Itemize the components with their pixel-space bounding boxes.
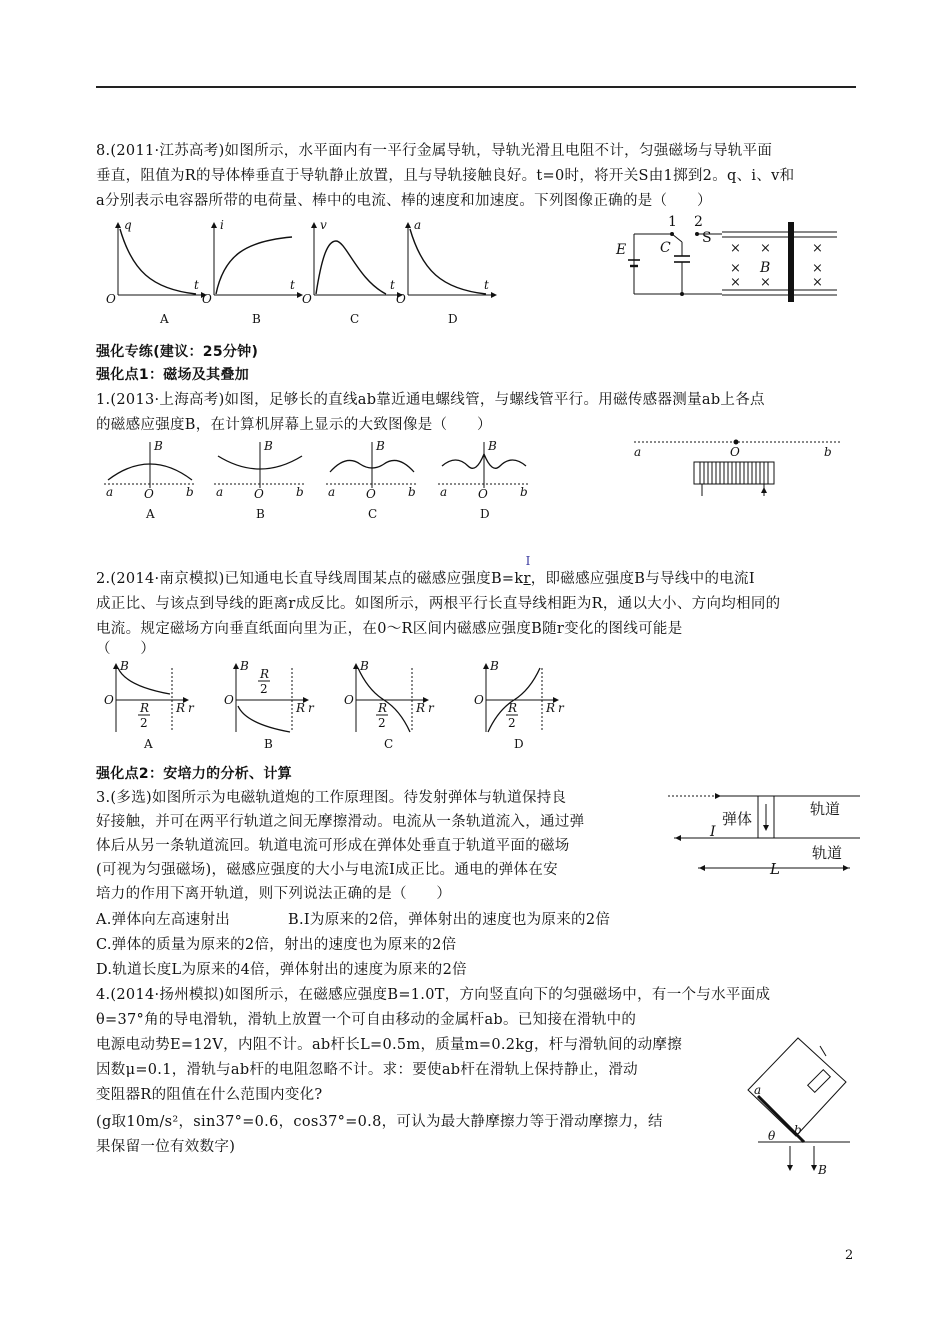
q4-line4: 因数μ=0.1，滑轨与ab杆的电阻忽略不计。求：要使ab杆在滑轨上保持静止，滑动 bbox=[96, 1062, 638, 1078]
q2-formula-b: B=k bbox=[490, 571, 524, 587]
q2-line3: 电流。规定磁场方向垂直纸面向里为正，在0～R区间内磁感应强度B随r变化的图线可能是 bbox=[96, 621, 683, 637]
q3-fig-length: L bbox=[770, 860, 780, 878]
q8-graph-d-xlabel: t bbox=[484, 278, 489, 292]
q2-graph-d-o: O bbox=[474, 693, 484, 707]
q2-line2: 成正比、与该点到导线的距离r成反比。如图所示，两根平行长直导线相距为R，通以大小、方向均相同的 bbox=[96, 596, 781, 612]
q1-graph-d-y: B bbox=[488, 439, 497, 453]
q1-graphs bbox=[96, 436, 546, 524]
q2-graph-b bbox=[224, 659, 315, 751]
q3-line5: 培力的作用下离开轨道，则下列说法正确的是（ ） bbox=[96, 886, 452, 902]
q1-fig-a: a bbox=[634, 445, 642, 459]
q8-graph-a bbox=[106, 218, 206, 326]
q2-graph-c-half-num: R bbox=[378, 701, 388, 715]
q4-line1: 4.(2014·扬州模拟)如图所示，在磁感应强度B=1.0T，方向竖直向下的匀强磁场中，有一个与水平面成 bbox=[96, 987, 771, 1003]
q8-circuit-x4: × bbox=[730, 261, 741, 276]
q1-graph-b-y: B bbox=[264, 439, 273, 453]
q2-graph-a bbox=[104, 659, 195, 751]
q1-solenoid-figure bbox=[632, 436, 852, 498]
q2-graph-a-r: r bbox=[188, 701, 194, 715]
q4-line6: (g取10m/s²，sin37°=0.6，cos37°=0.8，可认为最大静摩擦力等于滑动摩擦力，结 bbox=[96, 1114, 663, 1130]
q1-graph-d-a: a bbox=[440, 485, 448, 499]
q8-graph-a-origin: O bbox=[106, 292, 116, 306]
q1-graph-b-a: a bbox=[216, 485, 224, 499]
q3-line2: 好接触，并可在两平行轨道之间无摩擦滑动。电流从一条轨道流入，通过弹 bbox=[96, 814, 585, 830]
q1-fig-o: O bbox=[730, 445, 740, 459]
q4-line3: 电源电动势E=12V，内阻不计。ab杆长L=0.5m，质量m=0.2kg，杆与滑轨间的动摩擦 bbox=[96, 1037, 682, 1053]
q2-graph-a-half-num: R bbox=[140, 701, 150, 715]
q2-formula bbox=[490, 554, 531, 592]
q8-circuit-x1: × bbox=[730, 241, 741, 256]
q2-graph-c-option: C bbox=[384, 737, 394, 751]
q3-fig-rail-bottom: 轨道 bbox=[812, 844, 843, 862]
header-rule bbox=[96, 86, 856, 88]
q8-circuit bbox=[612, 212, 852, 302]
q4-fig-b: b bbox=[794, 1123, 802, 1137]
q3-railgun-figure bbox=[664, 780, 860, 880]
q8-circuit-x5: × bbox=[812, 261, 823, 276]
q2-line1-pre: 2.(2014·南京模拟)已知通电长直导线周围某点的磁感应强度 bbox=[96, 571, 491, 587]
q8-circuit-e: E bbox=[616, 242, 627, 258]
q3-option-b: B.I为原来的2倍，弹体射出的速度也为原来的2倍 bbox=[288, 912, 611, 928]
q2-graph-d-r: r bbox=[558, 701, 564, 715]
q2-graph-c-half-den: 2 bbox=[378, 716, 386, 730]
q1-graph-d-b: b bbox=[520, 485, 528, 499]
q1-fig-b: b bbox=[824, 445, 832, 459]
point2-title: 强化点2：安培力的分析、计算 bbox=[96, 766, 292, 782]
page-number: 2 bbox=[845, 1248, 854, 1263]
q2-line4: （ ） bbox=[96, 641, 156, 657]
q1-graph-a-b: b bbox=[186, 485, 194, 499]
q8-graphs bbox=[96, 215, 516, 330]
q4-fig-field: B bbox=[818, 1163, 827, 1177]
q8-graph-c-xlabel: t bbox=[390, 278, 395, 292]
q2-graph-b-r: r bbox=[308, 701, 314, 715]
q1-graph-b bbox=[214, 439, 306, 521]
q8-graph-c-ylabel: v bbox=[320, 218, 327, 232]
q2-graph-c bbox=[344, 659, 435, 751]
q8-circuit-x3: × bbox=[812, 241, 823, 256]
q8-graph-b-ylabel: i bbox=[220, 218, 224, 232]
q8-graph-c bbox=[302, 218, 402, 326]
q8-circuit-x2: × bbox=[760, 241, 771, 256]
q8-circuit-n1: 1 bbox=[668, 214, 677, 230]
q2-graph-a-b: B bbox=[120, 659, 129, 673]
q2-graph-a-option: A bbox=[144, 737, 153, 751]
section-title: 强化专练(建议：25分钟) bbox=[96, 344, 259, 360]
q1-graph-c-o: O bbox=[366, 487, 376, 501]
q1-graph-a bbox=[104, 439, 196, 521]
q8-circuit-s: S bbox=[702, 230, 712, 246]
q3-fig-current: I bbox=[710, 824, 716, 840]
q1-graph-c-option: C bbox=[368, 507, 378, 521]
q2-graph-c-b: B bbox=[360, 659, 369, 673]
q1-graph-a-a: a bbox=[106, 485, 114, 499]
q1-graph-c-a: a bbox=[328, 485, 336, 499]
q2-graph-d bbox=[474, 659, 565, 751]
q1-graph-b-option: B bbox=[256, 507, 265, 521]
q2-graph-b-option: B bbox=[264, 737, 273, 751]
q1-graph-a-o: O bbox=[144, 487, 154, 501]
q2-graph-a-o: O bbox=[104, 693, 114, 707]
q8-circuit-x6: × bbox=[730, 275, 741, 290]
q2-graphs bbox=[96, 660, 596, 756]
q2-graph-d-b: B bbox=[490, 659, 499, 673]
q2-graph-b-bigr: R bbox=[296, 701, 306, 715]
q2-graph-c-o: O bbox=[344, 693, 354, 707]
q4-fig-theta: θ bbox=[768, 1129, 776, 1143]
q8-graph-a-option: A bbox=[160, 312, 169, 326]
q4-line5: 变阻器R的阻值在什么范围内变化? bbox=[96, 1087, 323, 1103]
q3-fig-rail-top: 轨道 bbox=[810, 800, 841, 818]
q1-graph-d-option: D bbox=[480, 507, 490, 521]
q8-circuit-c: C bbox=[660, 240, 671, 256]
q8-graph-d bbox=[396, 218, 496, 326]
q3-line3: 体后从另一条轨道流回。轨道电流可形成在弹体处垂直于轨道平面的磁场 bbox=[96, 838, 570, 854]
q8-graph-b bbox=[202, 218, 302, 326]
q8-circuit-x8: × bbox=[812, 275, 823, 290]
q4-line2: θ=37°角的导电滑轨，滑轨上放置一个可自由移动的金属杆ab。已知接在滑轨中的 bbox=[96, 1012, 637, 1028]
q1-graph-d bbox=[438, 439, 530, 521]
q2-graph-b-b: B bbox=[240, 659, 249, 673]
q2-graph-c-bigr: R bbox=[416, 701, 426, 715]
q2-graph-a-bigr: R bbox=[176, 701, 186, 715]
q1-graph-c-y: B bbox=[376, 439, 385, 453]
q8-line3: a分别表示电容器所带的电荷量、棒中的电流、棒的速度和加速度。下列图像正确的是（ ） bbox=[96, 193, 712, 209]
q2-graph-d-bigr: R bbox=[546, 701, 556, 715]
q2-formula-den: r bbox=[523, 571, 531, 587]
q8-graph-c-option: C bbox=[350, 312, 360, 326]
q4-fig-a: a bbox=[754, 1083, 762, 1097]
q2-graph-d-option: D bbox=[514, 737, 524, 751]
q4-line7: 果保留一位有效数字) bbox=[96, 1139, 236, 1155]
q8-graph-d-option: D bbox=[448, 312, 458, 326]
q1-graph-a-y: B bbox=[154, 439, 163, 453]
q1-graph-b-o: O bbox=[254, 487, 264, 501]
q8-graph-a-xlabel: t bbox=[194, 278, 199, 292]
q4-incline-figure bbox=[738, 1020, 858, 1180]
q2-graph-b-half-num: R bbox=[260, 667, 270, 681]
q8-circuit-b: B bbox=[760, 260, 771, 276]
q1-line1: 1.(2013·上海高考)如图，足够长的直线ab靠近通电螺线管，与螺线管平行。用磁传感器测量ab上各点 bbox=[96, 392, 765, 408]
q8-graph-c-origin: O bbox=[302, 292, 312, 306]
q1-graph-d-o: O bbox=[478, 487, 488, 501]
q2-graph-c-r: r bbox=[428, 701, 434, 715]
q8-graph-a-ylabel: q bbox=[124, 218, 132, 232]
q3-fig-projectile: 弹体 bbox=[722, 810, 753, 828]
q8-circuit-n2: 2 bbox=[694, 214, 703, 230]
q1-graph-a-option: A bbox=[146, 507, 155, 521]
q8-graph-b-origin: O bbox=[202, 292, 212, 306]
q8-line2: 垂直，阻值为R的导体棒垂直于导轨静止放置，且与导轨接触良好。t=0时，将开关S由1掷到2。q、i、v和 bbox=[96, 168, 795, 184]
q3-option-d: D.轨道长度L为原来的4倍，弹体射出的速度为原来的2倍 bbox=[96, 962, 467, 978]
q3-line1: 3.(多选)如图所示为电磁轨道炮的工作原理图。待发射弹体与轨道保持良 bbox=[96, 790, 567, 806]
q1-graph-b-b: b bbox=[296, 485, 304, 499]
q3-option-c: C.弹体的质量为原来的2倍，射出的速度也为原来的2倍 bbox=[96, 937, 457, 953]
q1-line2: 的磁感应强度B，在计算机屏幕上显示的大致图像是（ ） bbox=[96, 417, 492, 433]
q8-graph-d-origin: O bbox=[396, 292, 406, 306]
q2-graph-d-half-num: R bbox=[508, 701, 518, 715]
q2-line1-post: ，即磁感应强度B与导线中的电流I bbox=[530, 571, 755, 587]
q2-graph-b-o: O bbox=[224, 693, 234, 707]
q2-graph-b-half-den: 2 bbox=[260, 682, 268, 696]
q2-formula-num: I bbox=[525, 554, 531, 568]
q8-line1: 8.(2011·江苏高考)如图所示，水平面内有一平行金属导轨，导轨光滑且电阻不计，匀强磁场与导轨平面 bbox=[96, 143, 773, 159]
q1-graph-c bbox=[326, 439, 418, 521]
point1-title: 强化点1：磁场及其叠加 bbox=[96, 367, 250, 383]
q3-line4: (可视为匀强磁场)，磁感应强度的大小与电流I成正比。通电的弹体在安 bbox=[96, 862, 558, 878]
q8-circuit-x7: × bbox=[760, 275, 771, 290]
q1-graph-c-b: b bbox=[408, 485, 416, 499]
q8-graph-b-option: B bbox=[252, 312, 261, 326]
q2-graph-d-half-den: 2 bbox=[508, 716, 516, 730]
q8-graph-b-xlabel: t bbox=[290, 278, 295, 292]
q3-option-a: A.弹体向左高速射出 bbox=[96, 912, 231, 928]
q2-graph-a-half-den: 2 bbox=[140, 716, 148, 730]
q2-line1 bbox=[96, 554, 755, 592]
q8-graph-d-ylabel: a bbox=[414, 218, 422, 232]
